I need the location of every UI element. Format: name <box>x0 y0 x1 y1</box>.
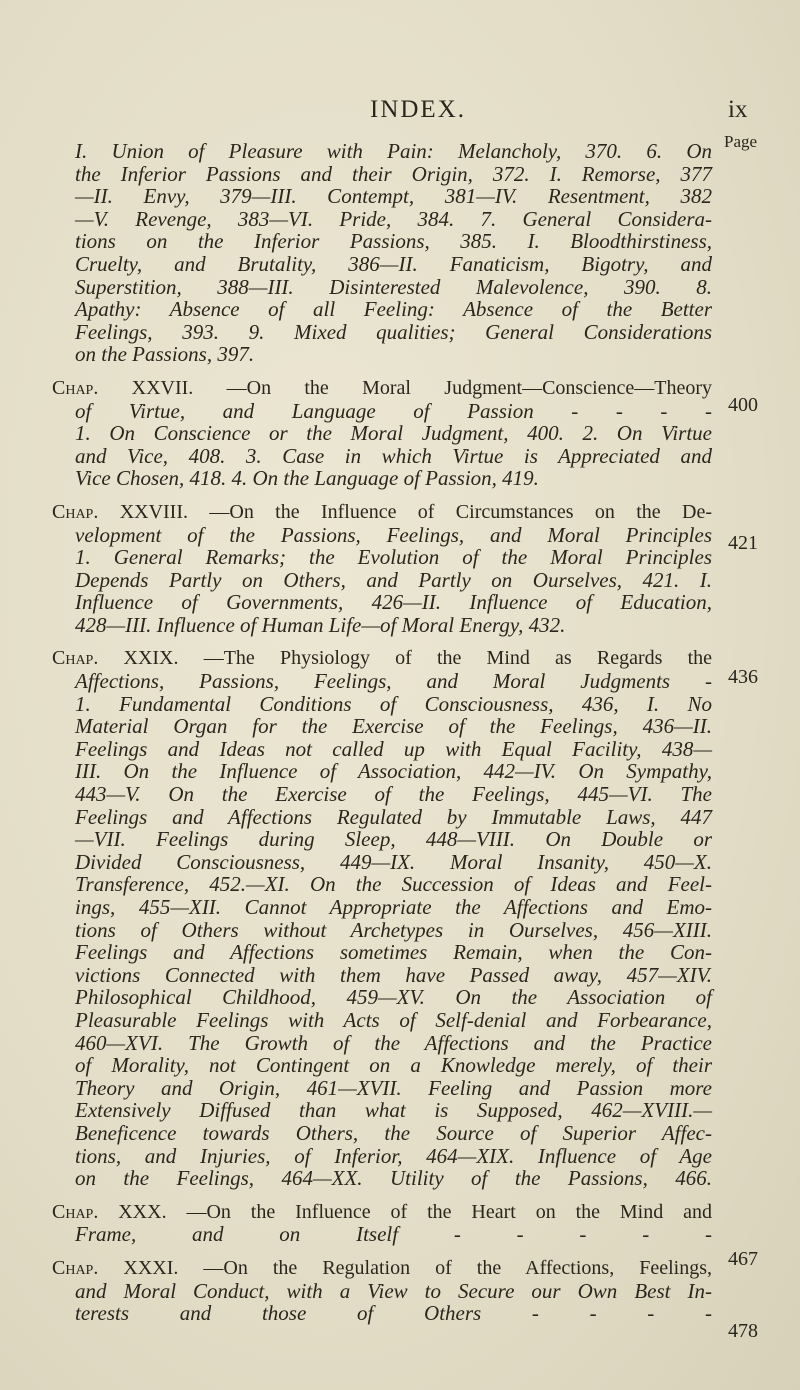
running-head-title: INDEX. <box>370 96 467 123</box>
text-line: Extensively Diffused than what is Supposed, 462—XVIII.— <box>75 1098 712 1123</box>
text-line: Material Organ for the Exercise of the Feelings, 436—II. <box>75 714 712 739</box>
text-line: tions, and Injuries, of Inferior, 464—XIX. Influence of Age <box>75 1143 712 1168</box>
text-line: Feelings and Affections sometimes Remain, when the Con- <box>75 940 712 965</box>
text-line: 1. General Remarks; the Evolution of the Moral Principles <box>75 545 712 570</box>
text-line: Feelings and Affections Regulated by Immutable Laws, 447 <box>75 804 712 829</box>
text-line: III. On the Influence of Association, 442—IV. On Sympathy, <box>75 759 712 784</box>
index-body <box>52 140 712 1325</box>
text-line: 428—III. Influence of Human Life—of Moral Energy, 432. <box>75 612 566 637</box>
text-line: on the Feelings, 464—XX. Utility of the Passions, 466. <box>75 1166 712 1191</box>
text-line: of Morality, not Contingent on a Knowledge merely, of their <box>75 1053 712 1078</box>
chapter-page-number: 467 <box>728 1248 758 1270</box>
text-line: Feelings, 393. 9. Mixed qualities; General Considerations <box>75 319 712 344</box>
text-line: Superstition, 388—III. Disinterested Malevolence, 390. 8. <box>75 274 712 299</box>
text-line: the Inferior Passions and their Origin, 372. I. Remorse, 377 <box>75 161 712 186</box>
text-line: Philosophical Childhood, 459—XV. On the Association of <box>75 985 712 1010</box>
text-line: on the Passions, 397. <box>75 342 255 367</box>
text-line: Depends Partly on Others, and Partly on Ourselves, 421. I. <box>75 567 712 592</box>
text-line: Beneficence towards Others, the Source of Superior Affec- <box>75 1120 712 1145</box>
chapter-heading: Chap. XXVII. —On the Moral Judgment—Conscience—Theory <box>52 376 713 399</box>
text-line: 1. Fundamental Conditions of Consciousness, 436, I. No <box>75 691 712 716</box>
chapter-page-number: 478 <box>728 1320 758 1342</box>
chapter-page-number: 436 <box>728 666 758 688</box>
chapter-heading: Chap. XXXI. —On the Regulation of the Affections, Feelings, <box>52 1256 713 1279</box>
text-line: 443—V. On the Exercise of the Feelings, 445—VI. The <box>75 782 712 807</box>
text-line: ings, 455—XII. Cannot Appropriate the Affections and Emo- <box>75 895 712 919</box>
text-line: —II. Envy, 379—III. Contempt, 381—IV. Resentment, 382 <box>75 184 712 209</box>
chapter-heading-line: terests and those of Others - - - - <box>75 1301 712 1326</box>
text-line: 460—XVI. The Growth of the Affections and the Practice <box>75 1030 712 1055</box>
text-line: —V. Revenge, 383—VI. Pride, 384. 7. General Considera- <box>75 206 712 231</box>
chapter-heading: Chap. XXX. —On the Influence of the Heart on the Mind and <box>52 1200 713 1223</box>
text-line: Theory and Origin, 461—XVII. Feeling and Passion more <box>75 1075 712 1100</box>
text-line: Transference, 452.—XI. On the Succession of Ideas and Feel- <box>75 872 712 897</box>
text-line: —VII. Feelings during Sleep, 448—VIII. On Double or <box>75 827 712 852</box>
text-line: I. Union of Pleasure with Pain: Melancholy, 370. 6. On <box>75 139 712 163</box>
text-line: tions of Others without Archetypes in Ourselves, 456—XIII. <box>75 917 712 942</box>
chapter-heading: Chap. XXIX. —The Physiology of the Mind as Regards the <box>52 647 713 670</box>
chapter-heading-line: velopment of the Passions, Feelings, and Moral Principles <box>75 522 712 547</box>
chapter-page-number: 421 <box>728 532 758 554</box>
chapter-heading-line: of Virtue, and Language of Passion - - - - <box>75 398 712 423</box>
chapter-heading-line: Frame, and on Itself - - - - - <box>75 1222 712 1247</box>
text-line: Pleasurable Feelings with Acts of Self-denial and Forbearance, <box>75 1007 712 1032</box>
text-line: Apathy: Absence of all Feeling: Absence of the Better <box>75 297 712 322</box>
text-line: Divided Consciousness, 449—IX. Moral Insanity, 450—X. <box>75 849 712 874</box>
page-folio: ix <box>728 96 748 123</box>
text-line: Vice Chosen, 418. 4. On the Language of Passion, 419. <box>75 466 539 491</box>
page-column-label: Page <box>724 132 758 151</box>
text-line: Feelings and Ideas not called up with Equal Facility, 438— <box>75 736 712 761</box>
text-line: 1. On Conscience or the Moral Judgment, 400. 2. On Virtue <box>75 421 712 446</box>
chapter-heading-line: Affections, Passions, Feelings, and Moral Judgments - <box>75 669 712 694</box>
chapter-heading: Chap. XXVIII. —On the Influence of Circumstances on the De- <box>52 500 713 523</box>
text-line: tions on the Inferior Passions, 385. I. Bloodthirstiness, <box>75 229 712 254</box>
chapter-heading-line: and Moral Conduct, with a View to Secure our Own Best In- <box>75 1278 712 1303</box>
text-line: victions Connected with them have Passed away, 457—XIV. <box>75 962 712 987</box>
text-line: and Vice, 408. 3. Case in which Virtue is Appreciated and <box>75 443 712 468</box>
chapter-page-number: 400 <box>728 394 758 416</box>
text-line: Cruelty, and Brutality, 386—II. Fanaticism, Bigotry, and <box>75 251 712 276</box>
text-line: Influence of Governments, 426—II. Influence of Education, <box>75 590 712 615</box>
